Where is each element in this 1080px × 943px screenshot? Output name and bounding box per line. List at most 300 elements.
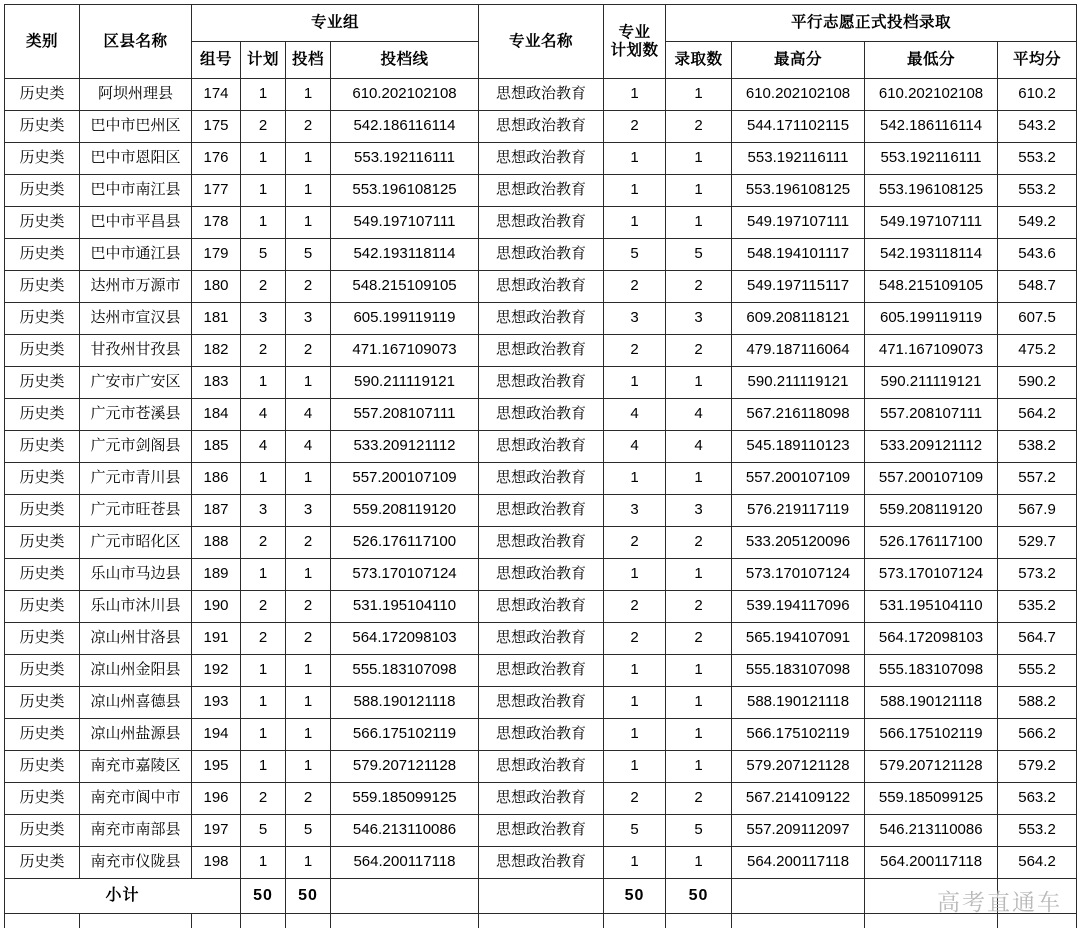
cell-cutoff-line: 548.215109105 <box>331 271 479 303</box>
cell-highest-score: 479.187116064 <box>732 335 865 367</box>
cell-admitted-count: 3 <box>666 495 732 527</box>
cell-category: 历史类 <box>5 463 80 495</box>
cell-highest-score: 609.208118121 <box>732 303 865 335</box>
column-header-group-number: 组号 <box>192 42 241 79</box>
cell-highest-score: 553.196108125 <box>732 175 865 207</box>
major-plan-line2: 计划数 <box>610 41 659 59</box>
table-row[interactable] <box>5 431 1077 463</box>
cell-cutoff-line: 549.197107111 <box>331 207 479 239</box>
subtotal-label: 小计 <box>5 879 241 914</box>
cell-group-number: 175 <box>192 111 241 143</box>
cell-average-score: 563.2 <box>998 783 1077 815</box>
cell-category: 历史类 <box>5 495 80 527</box>
column-header-plan: 计划 <box>241 42 286 79</box>
cell-district-name: 巴中市巴州区 <box>80 111 192 143</box>
cell-major-name: 思想政治教育 <box>479 815 604 847</box>
cell-admitted-count: 1 <box>666 463 732 495</box>
cell-lowest-score: 564.172098103 <box>865 623 998 655</box>
cell-district-name: 南充市仪陇县 <box>80 847 192 879</box>
cell-highest-score: 533.205120096 <box>732 527 865 559</box>
cell-group-number: 184 <box>192 399 241 431</box>
cell-major-name: 思想政治教育 <box>479 143 604 175</box>
cell-category: 历史类 <box>5 111 80 143</box>
cell-average-score: 543.6 <box>998 239 1077 271</box>
subtotal-major-plan-count: 50 <box>604 879 666 914</box>
subtotal-major-name <box>479 879 604 914</box>
table-row[interactable] <box>5 719 1077 751</box>
cell-plan: 1 <box>241 847 286 879</box>
cell-average-score: 564.7 <box>998 623 1077 655</box>
table-row[interactable] <box>5 111 1077 143</box>
cell-admitted-count: 1 <box>666 559 732 591</box>
column-header-highest-score: 最高分 <box>732 42 865 79</box>
cell-cutoff-line: 555.183107098 <box>331 655 479 687</box>
cell-category: 历史类 <box>5 303 80 335</box>
cell-admitted-count: 2 <box>666 783 732 815</box>
cell-plan: 5 <box>241 815 286 847</box>
cell-category: 历史类 <box>5 207 80 239</box>
cell-average-score: 607.5 <box>998 303 1077 335</box>
cell-major-plan-count: 2 <box>604 591 666 623</box>
cell-major-plan-count: 1 <box>604 687 666 719</box>
table-row[interactable] <box>5 783 1077 815</box>
cell-major-name: 思想政治教育 <box>479 335 604 367</box>
table-row[interactable] <box>5 687 1077 719</box>
cell-group-number: 198 <box>192 847 241 879</box>
cell-admitted-count: 1 <box>666 847 732 879</box>
cell-lowest-score: 559.185099125 <box>865 783 998 815</box>
cell-submitted: 2 <box>286 783 331 815</box>
cell-group-number: 185 <box>192 431 241 463</box>
cell-category: 历史类 <box>5 719 80 751</box>
cell-plan: 3 <box>241 303 286 335</box>
clipped-cell <box>80 914 192 929</box>
table-row[interactable] <box>5 143 1077 175</box>
cell-major-name: 思想政治教育 <box>479 79 604 111</box>
cell-cutoff-line: 590.211119121 <box>331 367 479 399</box>
watermark: 高考直通车 <box>937 890 1062 915</box>
cell-category: 历史类 <box>5 79 80 111</box>
cell-major-name: 思想政治教育 <box>479 687 604 719</box>
cell-category: 历史类 <box>5 591 80 623</box>
cell-average-score: 564.2 <box>998 847 1077 879</box>
cell-highest-score: 544.171102115 <box>732 111 865 143</box>
clipped-cell <box>865 914 998 929</box>
cell-highest-score: 588.190121118 <box>732 687 865 719</box>
cell-cutoff-line: 553.192116111 <box>331 143 479 175</box>
clipped-cell <box>604 914 666 929</box>
cell-submitted: 5 <box>286 815 331 847</box>
cell-lowest-score: 531.195104110 <box>865 591 998 623</box>
cell-admitted-count: 1 <box>666 207 732 239</box>
cell-admitted-count: 4 <box>666 399 732 431</box>
cell-admitted-count: 5 <box>666 239 732 271</box>
column-header-district-name: 区县名称 <box>80 5 192 79</box>
cell-category: 历史类 <box>5 527 80 559</box>
cell-submitted: 4 <box>286 431 331 463</box>
clipped-cell <box>241 914 286 929</box>
cell-highest-score: 548.194101117 <box>732 239 865 271</box>
cell-average-score: 529.7 <box>998 527 1077 559</box>
cell-cutoff-line: 610.202102108 <box>331 79 479 111</box>
cell-district-name: 广元市剑阁县 <box>80 431 192 463</box>
cell-major-name: 思想政治教育 <box>479 847 604 879</box>
cell-lowest-score: 557.200107109 <box>865 463 998 495</box>
cell-highest-score: 565.194107091 <box>732 623 865 655</box>
cell-major-plan-count: 2 <box>604 623 666 655</box>
cell-cutoff-line: 471.167109073 <box>331 335 479 367</box>
cell-highest-score: 610.202102108 <box>732 79 865 111</box>
cell-plan: 1 <box>241 463 286 495</box>
cell-submitted: 1 <box>286 751 331 783</box>
cell-major-name: 思想政治教育 <box>479 111 604 143</box>
cell-district-name: 凉山州喜德县 <box>80 687 192 719</box>
cell-lowest-score: 566.175102119 <box>865 719 998 751</box>
cell-cutoff-line: 579.207121128 <box>331 751 479 783</box>
table-row[interactable] <box>5 623 1077 655</box>
cell-district-name: 达州市宣汉县 <box>80 303 192 335</box>
cell-lowest-score: 542.193118114 <box>865 239 998 271</box>
cell-district-name: 乐山市马边县 <box>80 559 192 591</box>
cell-plan: 2 <box>241 271 286 303</box>
cell-lowest-score: 559.208119120 <box>865 495 998 527</box>
cell-lowest-score: 548.215109105 <box>865 271 998 303</box>
cell-category: 历史类 <box>5 815 80 847</box>
cell-highest-score: 539.194117096 <box>732 591 865 623</box>
column-group-header-major-group: 专业组 <box>192 5 479 42</box>
cell-category: 历史类 <box>5 271 80 303</box>
subtotal-admitted-count: 50 <box>666 879 732 914</box>
cell-major-name: 思想政治教育 <box>479 751 604 783</box>
cell-group-number: 194 <box>192 719 241 751</box>
column-header-category: 类别 <box>5 5 80 79</box>
cell-major-name: 思想政治教育 <box>479 719 604 751</box>
cell-cutoff-line: 559.185099125 <box>331 783 479 815</box>
cell-group-number: 180 <box>192 271 241 303</box>
table-row[interactable] <box>5 495 1077 527</box>
cell-district-name: 巴中市恩阳区 <box>80 143 192 175</box>
cell-average-score: 579.2 <box>998 751 1077 783</box>
cell-highest-score: 573.170107124 <box>732 559 865 591</box>
table-row[interactable] <box>5 399 1077 431</box>
cell-admitted-count: 4 <box>666 431 732 463</box>
cell-average-score: 553.2 <box>998 143 1077 175</box>
cell-cutoff-line: 557.208107111 <box>331 399 479 431</box>
cell-plan: 1 <box>241 655 286 687</box>
table-row[interactable] <box>5 303 1077 335</box>
cell-average-score: 567.9 <box>998 495 1077 527</box>
cell-cutoff-line: 564.172098103 <box>331 623 479 655</box>
cell-submitted: 2 <box>286 591 331 623</box>
cell-category: 历史类 <box>5 847 80 879</box>
cell-group-number: 182 <box>192 335 241 367</box>
cell-lowest-score: 590.211119121 <box>865 367 998 399</box>
cell-average-score: 566.2 <box>998 719 1077 751</box>
cell-cutoff-line: 542.193118114 <box>331 239 479 271</box>
cell-district-name: 达州市万源市 <box>80 271 192 303</box>
cell-admitted-count: 1 <box>666 175 732 207</box>
cell-submitted: 4 <box>286 399 331 431</box>
cell-major-name: 思想政治教育 <box>479 271 604 303</box>
cell-major-name: 思想政治教育 <box>479 431 604 463</box>
cell-average-score: 588.2 <box>998 687 1077 719</box>
cell-submitted: 3 <box>286 495 331 527</box>
cell-lowest-score: 579.207121128 <box>865 751 998 783</box>
cell-major-name: 思想政治教育 <box>479 207 604 239</box>
cell-average-score: 549.2 <box>998 207 1077 239</box>
cell-district-name: 广元市昭化区 <box>80 527 192 559</box>
cell-submitted: 1 <box>286 79 331 111</box>
cell-submitted: 1 <box>286 847 331 879</box>
table-row[interactable] <box>5 175 1077 207</box>
cell-admitted-count: 2 <box>666 111 732 143</box>
cell-cutoff-line: 573.170107124 <box>331 559 479 591</box>
cell-major-plan-count: 1 <box>604 559 666 591</box>
cell-district-name: 广元市旺苍县 <box>80 495 192 527</box>
clipped-cell <box>998 914 1077 929</box>
cell-lowest-score: 588.190121118 <box>865 687 998 719</box>
cell-major-plan-count: 5 <box>604 815 666 847</box>
table-row[interactable] <box>5 527 1077 559</box>
cell-group-number: 181 <box>192 303 241 335</box>
cell-admitted-count: 1 <box>666 655 732 687</box>
table-row[interactable] <box>5 335 1077 367</box>
cell-plan: 2 <box>241 623 286 655</box>
cell-group-number: 183 <box>192 367 241 399</box>
cell-highest-score: 549.197107111 <box>732 207 865 239</box>
clipped-row <box>5 914 1077 929</box>
cell-group-number: 188 <box>192 527 241 559</box>
cell-district-name: 南充市嘉陵区 <box>80 751 192 783</box>
cell-plan: 2 <box>241 783 286 815</box>
cell-submitted: 5 <box>286 239 331 271</box>
cell-group-number: 190 <box>192 591 241 623</box>
cell-group-number: 197 <box>192 815 241 847</box>
cell-lowest-score: 533.209121112 <box>865 431 998 463</box>
cell-admitted-count: 1 <box>666 367 732 399</box>
table-row[interactable] <box>5 463 1077 495</box>
column-header-lowest-score: 最低分 <box>865 42 998 79</box>
cell-major-plan-count: 3 <box>604 303 666 335</box>
cell-group-number: 192 <box>192 655 241 687</box>
table-row[interactable] <box>5 271 1077 303</box>
table-row[interactable] <box>5 815 1077 847</box>
cell-major-plan-count: 2 <box>604 111 666 143</box>
cell-group-number: 176 <box>192 143 241 175</box>
cell-category: 历史类 <box>5 783 80 815</box>
cell-plan: 1 <box>241 687 286 719</box>
cell-admitted-count: 1 <box>666 79 732 111</box>
cell-district-name: 南充市南部县 <box>80 815 192 847</box>
cell-major-plan-count: 1 <box>604 143 666 175</box>
cell-admitted-count: 1 <box>666 719 732 751</box>
cell-highest-score: 557.209112097 <box>732 815 865 847</box>
cell-plan: 1 <box>241 367 286 399</box>
cell-major-plan-count: 1 <box>604 655 666 687</box>
cell-highest-score: 545.189110123 <box>732 431 865 463</box>
cell-plan: 1 <box>241 559 286 591</box>
cell-lowest-score: 553.192116111 <box>865 143 998 175</box>
cell-submitted: 1 <box>286 559 331 591</box>
cell-lowest-score: 557.208107111 <box>865 399 998 431</box>
cell-major-plan-count: 2 <box>604 271 666 303</box>
table-row[interactable] <box>5 751 1077 783</box>
table-row[interactable] <box>5 207 1077 239</box>
cell-lowest-score: 605.199119119 <box>865 303 998 335</box>
cell-major-plan-count: 1 <box>604 79 666 111</box>
cell-lowest-score: 555.183107098 <box>865 655 998 687</box>
cell-major-plan-count: 2 <box>604 783 666 815</box>
cell-submitted: 2 <box>286 335 331 367</box>
subtotal-highest-score <box>732 879 865 914</box>
cell-major-name: 思想政治教育 <box>479 303 604 335</box>
table-row[interactable] <box>5 79 1077 111</box>
cell-admitted-count: 2 <box>666 335 732 367</box>
cell-cutoff-line: 559.208119120 <box>331 495 479 527</box>
cell-average-score: 610.2 <box>998 79 1077 111</box>
column-header-major-plan-count <box>604 5 666 79</box>
column-header-cutoff-line: 投档线 <box>331 42 479 79</box>
cell-category: 历史类 <box>5 399 80 431</box>
cell-cutoff-line: 588.190121118 <box>331 687 479 719</box>
cell-highest-score: 564.200117118 <box>732 847 865 879</box>
table-row[interactable] <box>5 655 1077 687</box>
cell-cutoff-line: 553.196108125 <box>331 175 479 207</box>
clipped-cell <box>286 914 331 929</box>
cell-average-score: 548.7 <box>998 271 1077 303</box>
cell-submitted: 1 <box>286 175 331 207</box>
cell-plan: 2 <box>241 591 286 623</box>
cell-admitted-count: 5 <box>666 815 732 847</box>
subtotal-average-score <box>998 879 1077 914</box>
cell-plan: 2 <box>241 335 286 367</box>
cell-cutoff-line: 531.195104110 <box>331 591 479 623</box>
cell-submitted: 3 <box>286 303 331 335</box>
cell-major-plan-count: 2 <box>604 527 666 559</box>
cell-lowest-score: 573.170107124 <box>865 559 998 591</box>
cell-cutoff-line: 605.199119119 <box>331 303 479 335</box>
table-row[interactable] <box>5 847 1077 879</box>
cell-admitted-count: 1 <box>666 751 732 783</box>
cell-major-name: 思想政治教育 <box>479 527 604 559</box>
cell-cutoff-line: 526.176117100 <box>331 527 479 559</box>
cell-district-name: 广元市青川县 <box>80 463 192 495</box>
clipped-cell <box>666 914 732 929</box>
subtotal-cutoff-line <box>331 879 479 914</box>
table-row[interactable] <box>5 239 1077 271</box>
major-plan-line1: 专业 <box>618 24 651 42</box>
cell-major-name: 思想政治教育 <box>479 399 604 431</box>
cell-plan: 1 <box>241 175 286 207</box>
subtotal-plan: 50 <box>241 879 286 914</box>
table-row[interactable] <box>5 559 1077 591</box>
cell-group-number: 174 <box>192 79 241 111</box>
cell-district-name: 甘孜州甘孜县 <box>80 335 192 367</box>
cell-average-score: 564.2 <box>998 399 1077 431</box>
cell-submitted: 2 <box>286 271 331 303</box>
cell-major-plan-count: 1 <box>604 719 666 751</box>
cell-plan: 2 <box>241 527 286 559</box>
cell-plan: 4 <box>241 431 286 463</box>
clipped-cell <box>331 914 479 929</box>
cell-plan: 4 <box>241 399 286 431</box>
cell-admitted-count: 2 <box>666 623 732 655</box>
cell-lowest-score: 564.200117118 <box>865 847 998 879</box>
subtotal-submitted: 50 <box>286 879 331 914</box>
cell-highest-score: 567.216118098 <box>732 399 865 431</box>
cell-average-score: 553.2 <box>998 175 1077 207</box>
cell-district-name: 凉山州甘洛县 <box>80 623 192 655</box>
cell-group-number: 186 <box>192 463 241 495</box>
cell-category: 历史类 <box>5 623 80 655</box>
cell-major-name: 思想政治教育 <box>479 655 604 687</box>
cell-submitted: 1 <box>286 143 331 175</box>
cell-major-name: 思想政治教育 <box>479 623 604 655</box>
cell-highest-score: 549.197115117 <box>732 271 865 303</box>
cell-major-name: 思想政治教育 <box>479 463 604 495</box>
cell-submitted: 2 <box>286 111 331 143</box>
cell-major-name: 思想政治教育 <box>479 591 604 623</box>
cell-admitted-count: 1 <box>666 687 732 719</box>
cell-group-number: 177 <box>192 175 241 207</box>
cell-submitted: 2 <box>286 527 331 559</box>
table-row[interactable] <box>5 367 1077 399</box>
cell-highest-score: 590.211119121 <box>732 367 865 399</box>
cell-highest-score: 555.183107098 <box>732 655 865 687</box>
cell-district-name: 巴中市平昌县 <box>80 207 192 239</box>
cell-plan: 1 <box>241 143 286 175</box>
cell-major-name: 思想政治教育 <box>479 175 604 207</box>
cell-average-score: 475.2 <box>998 335 1077 367</box>
cell-district-name: 巴中市南江县 <box>80 175 192 207</box>
bottom-clip-mask <box>0 933 1080 943</box>
header-row-top <box>5 5 1077 42</box>
cell-submitted: 1 <box>286 719 331 751</box>
cell-admitted-count: 3 <box>666 303 732 335</box>
cell-major-name: 思想政治教育 <box>479 495 604 527</box>
cell-district-name: 凉山州金阳县 <box>80 655 192 687</box>
cell-submitted: 1 <box>286 463 331 495</box>
cell-district-name: 阿坝州理县 <box>80 79 192 111</box>
cell-cutoff-line: 546.213110086 <box>331 815 479 847</box>
cell-category: 历史类 <box>5 431 80 463</box>
subtotal-lowest-score <box>865 879 998 914</box>
cell-lowest-score: 549.197107111 <box>865 207 998 239</box>
cell-district-name: 南充市阆中市 <box>80 783 192 815</box>
column-group-header-parallel-admission: 平行志愿正式投档录取 <box>666 5 1077 42</box>
cell-cutoff-line: 542.186116114 <box>331 111 479 143</box>
cell-major-plan-count: 1 <box>604 367 666 399</box>
cell-category: 历史类 <box>5 239 80 271</box>
cell-lowest-score: 610.202102108 <box>865 79 998 111</box>
cell-average-score: 555.2 <box>998 655 1077 687</box>
cell-average-score: 573.2 <box>998 559 1077 591</box>
cell-category: 历史类 <box>5 687 80 719</box>
cell-cutoff-line: 566.175102119 <box>331 719 479 751</box>
column-header-admitted-count: 录取数 <box>666 42 732 79</box>
cell-lowest-score: 546.213110086 <box>865 815 998 847</box>
cell-cutoff-line: 564.200117118 <box>331 847 479 879</box>
table-row[interactable] <box>5 591 1077 623</box>
column-header-major-name: 专业名称 <box>479 5 604 79</box>
cell-average-score: 557.2 <box>998 463 1077 495</box>
cell-cutoff-line: 557.200107109 <box>331 463 479 495</box>
cell-average-score: 543.2 <box>998 111 1077 143</box>
cell-admitted-count: 2 <box>666 527 732 559</box>
clipped-cell <box>479 914 604 929</box>
cell-district-name: 广元市苍溪县 <box>80 399 192 431</box>
cell-highest-score: 567.214109122 <box>732 783 865 815</box>
